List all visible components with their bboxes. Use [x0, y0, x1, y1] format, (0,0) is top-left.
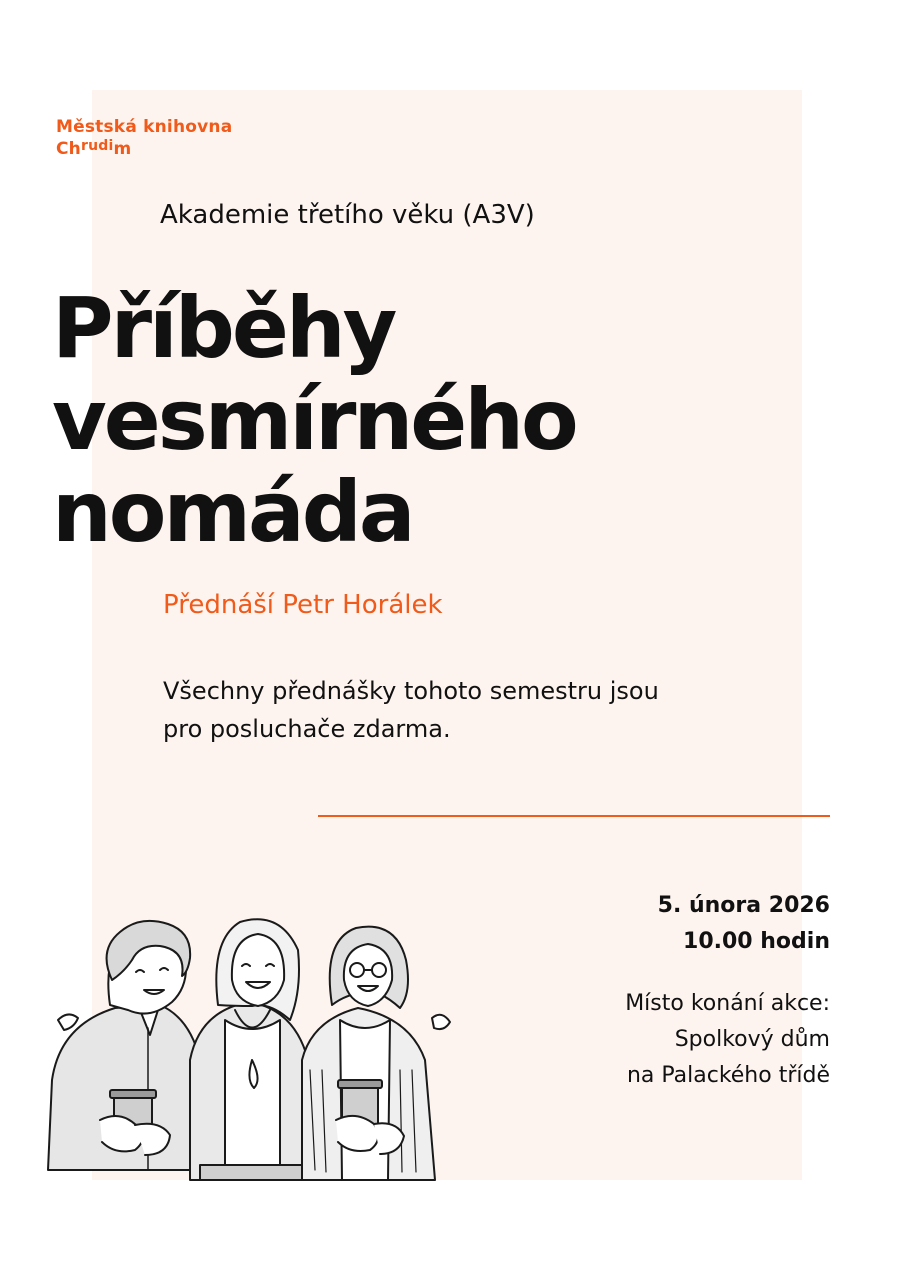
right-woman-figure — [302, 927, 435, 1180]
series-name: Akademie třetího věku (A3V) — [160, 200, 535, 230]
free-admission-note — [163, 672, 763, 748]
note-line-2: pro posluchače zdarma. — [163, 715, 451, 743]
event-venue — [625, 986, 830, 1094]
event-title — [52, 279, 576, 561]
event-date: 5. února 2026 — [657, 893, 830, 918]
logo-line-2-suffix: m — [113, 139, 132, 159]
library-logo — [56, 116, 232, 161]
logo-line-2-prefix: Ch — [56, 139, 81, 159]
logo-line-1: Městská knihovna — [56, 117, 233, 137]
event-datetime — [658, 888, 830, 960]
event-time: 10.00 hodin — [683, 929, 830, 954]
divider-line — [318, 815, 830, 817]
venue-line-1: Místo konání akce: — [625, 991, 830, 1016]
logo-line-2-raised: rudi — [80, 138, 114, 154]
left-woman-figure — [48, 921, 205, 1170]
title-line-1: Příběhy — [52, 279, 395, 377]
title-line-3: nomáda — [52, 463, 413, 561]
note-line-1: Všechny přednášky tohoto semestru jsou — [163, 677, 659, 705]
middle-woman-figure — [190, 919, 310, 1180]
venue-line-2: Spolkový dům — [674, 1027, 830, 1052]
venue-line-3: na Palackého třídě — [626, 1063, 830, 1088]
three-senior-women-illustration — [40, 910, 460, 1185]
lecturer: Přednáší Petr Horálek — [163, 590, 443, 620]
logo-line-2 — [56, 138, 232, 161]
title-line-2: vesmírného — [52, 371, 576, 469]
